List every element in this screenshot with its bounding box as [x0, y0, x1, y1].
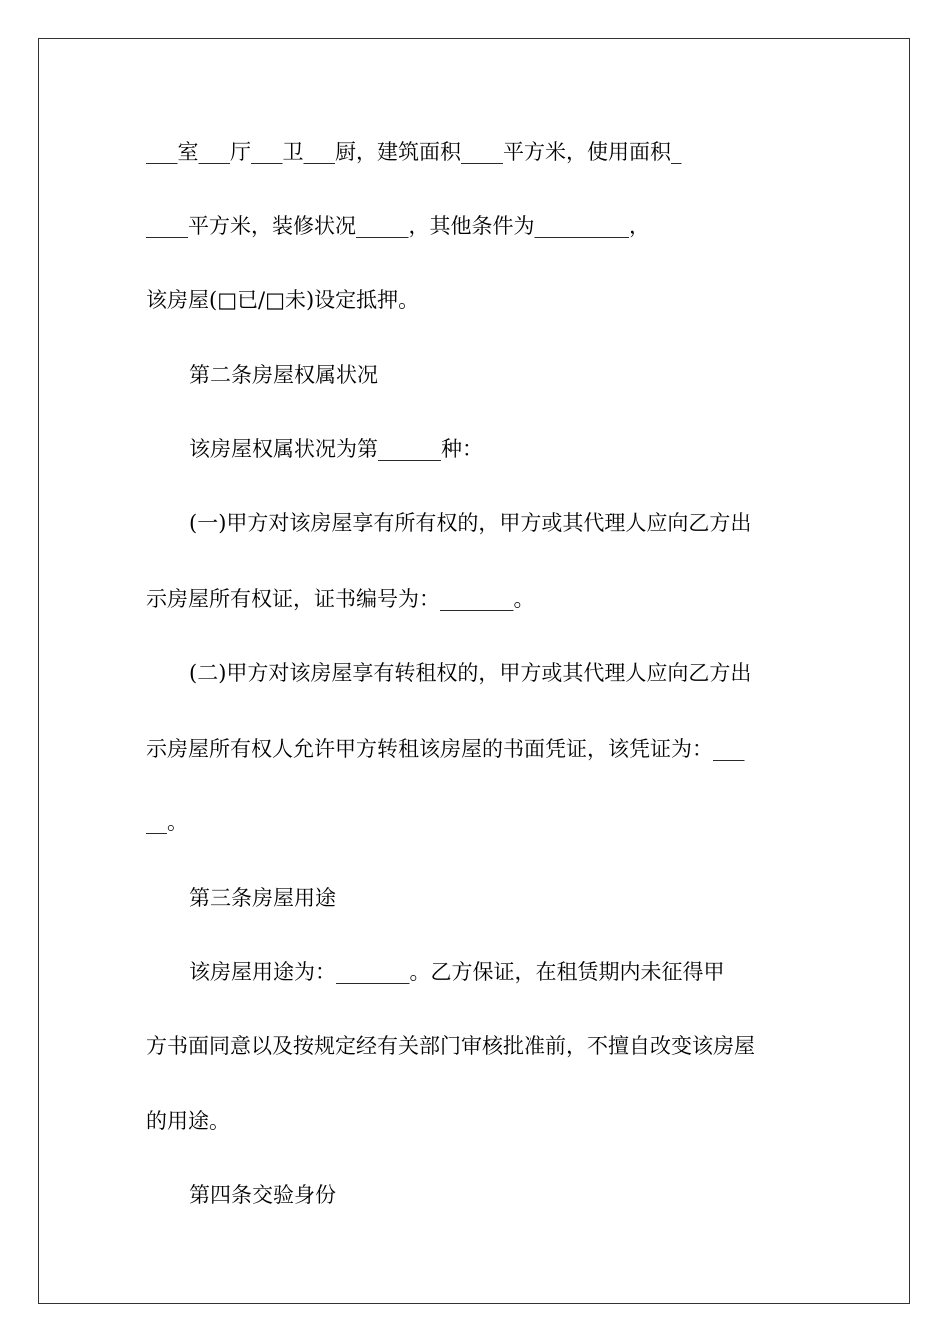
text-line-usage-start: 该房屋用途为：_______。乙方保证，在租赁期内未征得甲	[189, 960, 725, 984]
text-line-area-decoration: ____平方米，装修状况_____，其他条件为_________，	[146, 214, 650, 238]
article-3-heading: 第三条房屋用途	[189, 886, 336, 910]
text-line-clause-2-middle: 示房屋所有权人允许甲方转租该房屋的书面凭证，该凭证为：___	[146, 737, 745, 761]
text-line-clause-2-start: (二)甲方对该房屋享有转租权的，甲方或其代理人应向乙方出	[189, 661, 752, 685]
text-line-ownership-type: 该房屋权属状况为第______种：	[189, 437, 483, 461]
text-line-clause-2-end: __。	[146, 810, 188, 834]
article-2-heading: 第二条房屋权属状况	[189, 363, 378, 387]
text-line-clause-1-end: 示房屋所有权证，证书编号为：_______。	[146, 587, 535, 611]
text-line-clause-1-start: (一)甲方对该房屋享有所有权的，甲方或其代理人应向乙方出	[189, 511, 752, 535]
text-line-usage-middle: 方书面同意以及按规定经有关部门审核批准前，不擅自改变该房屋	[146, 1034, 755, 1058]
text-line-room-layout: ___室___厅___卫___厨，建筑面积____平方米，使用面积_	[146, 140, 682, 164]
text-line-mortgage-status: 该房屋(□已/□未)设定抵押。	[146, 288, 420, 312]
article-4-heading: 第四条交验身份	[189, 1183, 336, 1207]
text-line-usage-end: 的用途。	[146, 1109, 230, 1133]
